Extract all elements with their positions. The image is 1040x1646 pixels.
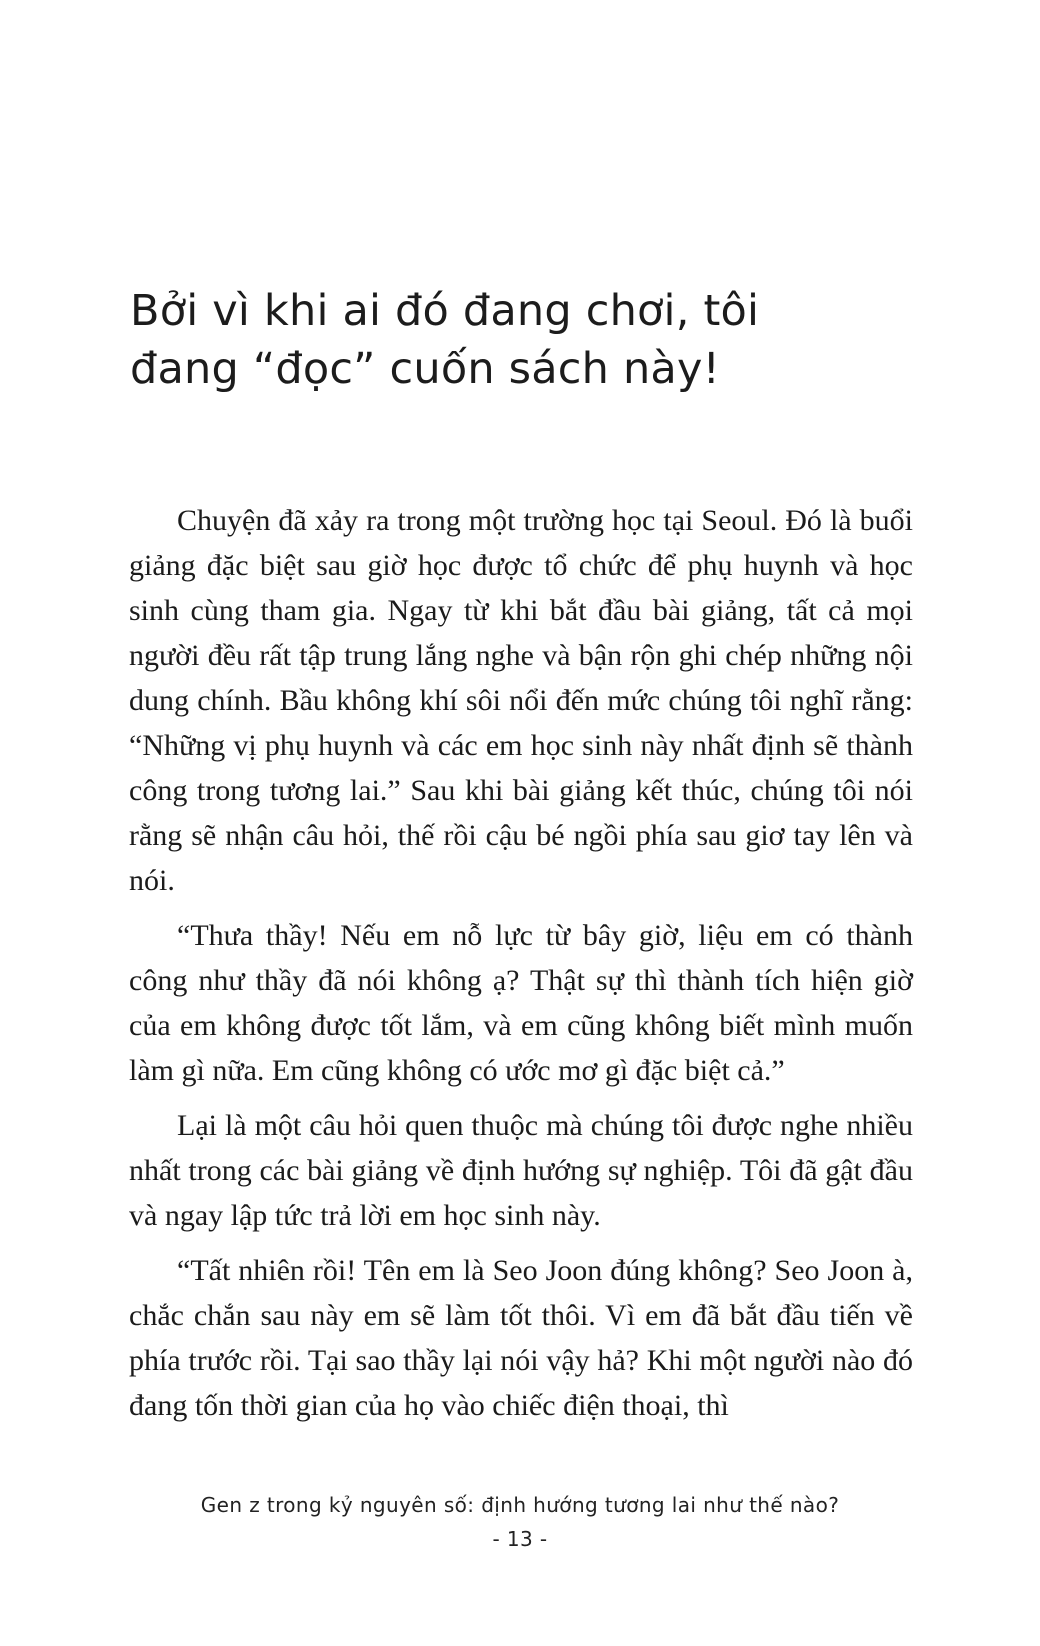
- paragraph-2: “Thưa thầy! Nếu em nỗ lực từ bây giờ, liệu em có thành công như thầy đã nói không ạ? Thật sự thì thành tích hiện giờ của em không được tốt lắm, và em cũng không biết mình muốn làm gì nữa. Em cũng không có ước mơ gì đặc biệt cả.”: [129, 919, 913, 1087]
- chapter-title-line2: đang “đọc” cuốn sách này!: [130, 344, 721, 394]
- running-title: Gen z trong kỷ nguyên số: định hướng tương lai như thế nào?: [200, 1493, 840, 1517]
- paragraph-4: “Tất nhiên rồi! Tên em là Seo Joon đúng không? Seo Joon à, chắc chắn sau này em sẽ làm tốt thôi. Vì em đã bắt đầu tiến về phía trước rồi. Tại sao thầy lại nói vậy hả? Khi một người nào đó đang tốn thời gian của họ vào chiếc điện thoại, thì: [129, 1254, 913, 1422]
- page-footer: [0, 1488, 1040, 1556]
- body-text: [129, 498, 913, 1438]
- chapter-title-line1: Bởi vì khi ai đó đang chơi, tôi: [130, 286, 760, 336]
- page-number: - 13 -: [492, 1527, 548, 1551]
- paragraph-3: Lại là một câu hỏi quen thuộc mà chúng tôi được nghe nhiều nhất trong các bài giảng về định hướng sự nghiệp. Tôi đã gật đầu và ngay lập tức trả lời em học sinh này.: [129, 1109, 913, 1232]
- chapter-title: [130, 282, 920, 398]
- paragraph-1: Chuyện đã xảy ra trong một trường học tại Seoul. Đó là buổi giảng đặc biệt sau giờ học được tổ chức để phụ huynh và học sinh cùng tham gia. Ngay từ khi bắt đầu bài giảng, tất cả mọi người đều rất tập trung lắng nghe và bận rộn ghi chép những nội dung chính. Bầu không khí sôi nổi đến mức chúng tôi nghĩ rằng: “Những vị phụ huynh và các em học sinh này nhất định sẽ thành công trong tương lai.” Sau khi bài giảng kết thúc, chúng tôi nói rằng sẽ nhận câu hỏi, thế rồi cậu bé ngồi phía sau giơ tay lên và nói.: [129, 504, 913, 897]
